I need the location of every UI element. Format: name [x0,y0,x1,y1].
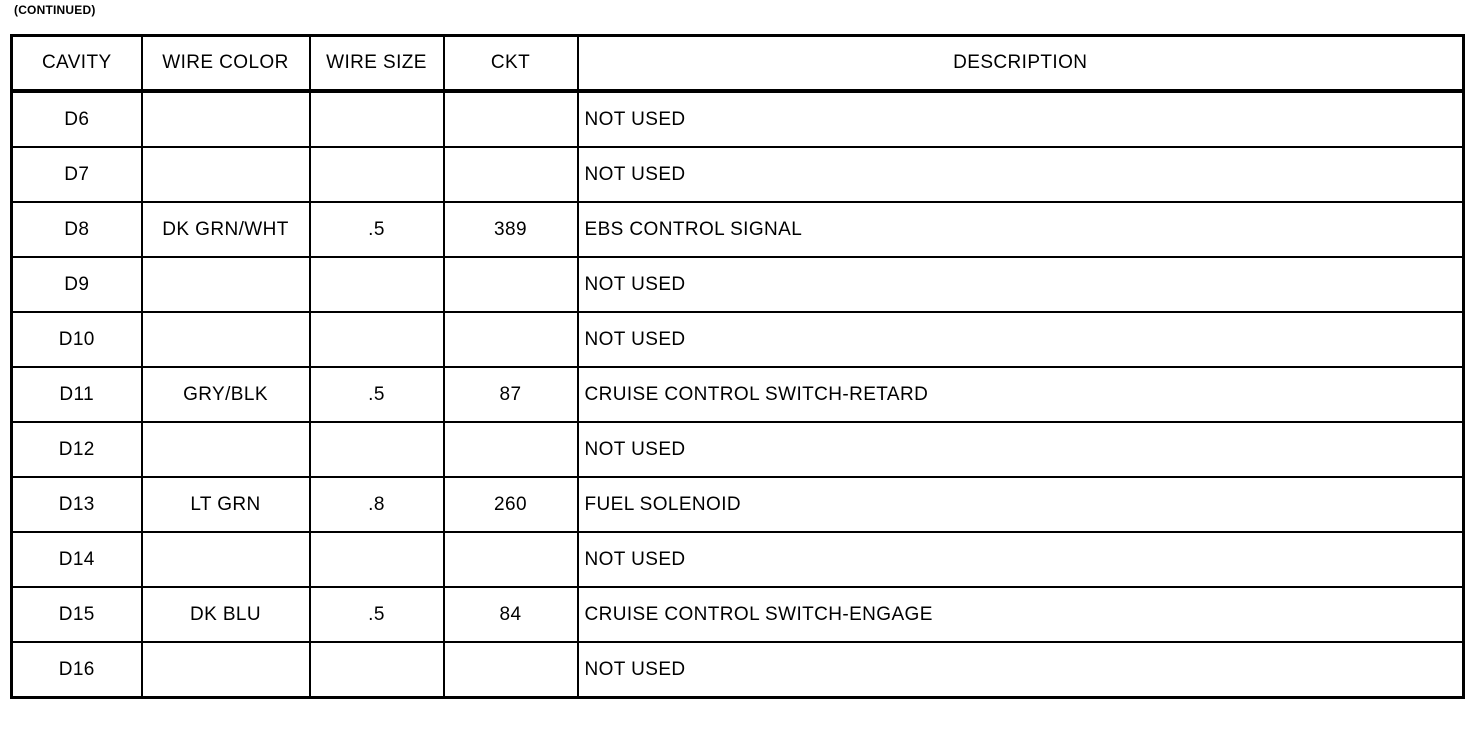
cavity-cell: D10 [12,312,142,367]
table-row [12,312,1464,367]
cavity-cell: D8 [12,202,142,257]
wire-size-cell: .5 [310,202,444,257]
wire-color-cell: LT GRN [142,477,310,532]
table-header-row [12,36,1464,92]
ckt-cell: 84 [444,587,578,642]
wire-color-cell [142,257,310,312]
ckt-cell: 87 [444,367,578,422]
description-cell: NOT USED [578,257,1464,312]
ckt-cell: 260 [444,477,578,532]
wire-size-cell [310,91,444,147]
wire-size-cell [310,147,444,202]
cavity-cell: D14 [12,532,142,587]
wire-size-cell: .5 [310,367,444,422]
column-header-ckt: CKT [444,36,578,92]
table-row [12,477,1464,532]
description-cell: NOT USED [578,147,1464,202]
description-cell: EBS CONTROL SIGNAL [578,202,1464,257]
table-row [12,257,1464,312]
wire-color-cell [142,312,310,367]
ckt-cell [444,532,578,587]
wire-color-cell [142,422,310,477]
wire-size-cell [310,532,444,587]
wire-size-cell: .8 [310,477,444,532]
description-cell: CRUISE CONTROL SWITCH-RETARD [578,367,1464,422]
wire-color-cell: DK GRN/WHT [142,202,310,257]
ckt-cell: 389 [444,202,578,257]
cavity-cell: D9 [12,257,142,312]
description-cell: NOT USED [578,312,1464,367]
wire-color-cell [142,147,310,202]
ckt-cell [444,312,578,367]
wire-color-cell [142,91,310,147]
table-row [12,367,1464,422]
table-row [12,642,1464,698]
wire-size-cell [310,312,444,367]
wire-size-cell [310,422,444,477]
wire-color-cell [142,642,310,698]
wire-color-cell: DK BLU [142,587,310,642]
column-header-cavity: CAVITY [12,36,142,92]
ckt-cell [444,422,578,477]
column-header-description: DESCRIPTION [578,36,1464,92]
ckt-cell [444,147,578,202]
description-cell: NOT USED [578,532,1464,587]
table-row [12,587,1464,642]
connector-pinout-table [10,34,1465,699]
wire-size-cell: .5 [310,587,444,642]
description-cell: NOT USED [578,422,1464,477]
table-row [12,202,1464,257]
description-cell: CRUISE CONTROL SWITCH-ENGAGE [578,587,1464,642]
table-row [12,422,1464,477]
cavity-cell: D11 [12,367,142,422]
wire-color-cell [142,532,310,587]
cavity-cell: D7 [12,147,142,202]
table-row [12,532,1464,587]
cavity-cell: D6 [12,91,142,147]
cavity-cell: D16 [12,642,142,698]
ckt-cell [444,642,578,698]
cavity-cell: D12 [12,422,142,477]
cavity-cell: D15 [12,587,142,642]
continued-label: (CONTINUED) [14,3,96,17]
wire-color-cell: GRY/BLK [142,367,310,422]
cavity-cell: D13 [12,477,142,532]
table-row [12,147,1464,202]
description-cell: FUEL SOLENOID [578,477,1464,532]
description-cell: NOT USED [578,91,1464,147]
description-cell: NOT USED [578,642,1464,698]
column-header-wire-size: WIRE SIZE [310,36,444,92]
column-header-wire-color: WIRE COLOR [142,36,310,92]
wire-size-cell [310,257,444,312]
ckt-cell [444,91,578,147]
wire-size-cell [310,642,444,698]
table-row [12,91,1464,147]
ckt-cell [444,257,578,312]
